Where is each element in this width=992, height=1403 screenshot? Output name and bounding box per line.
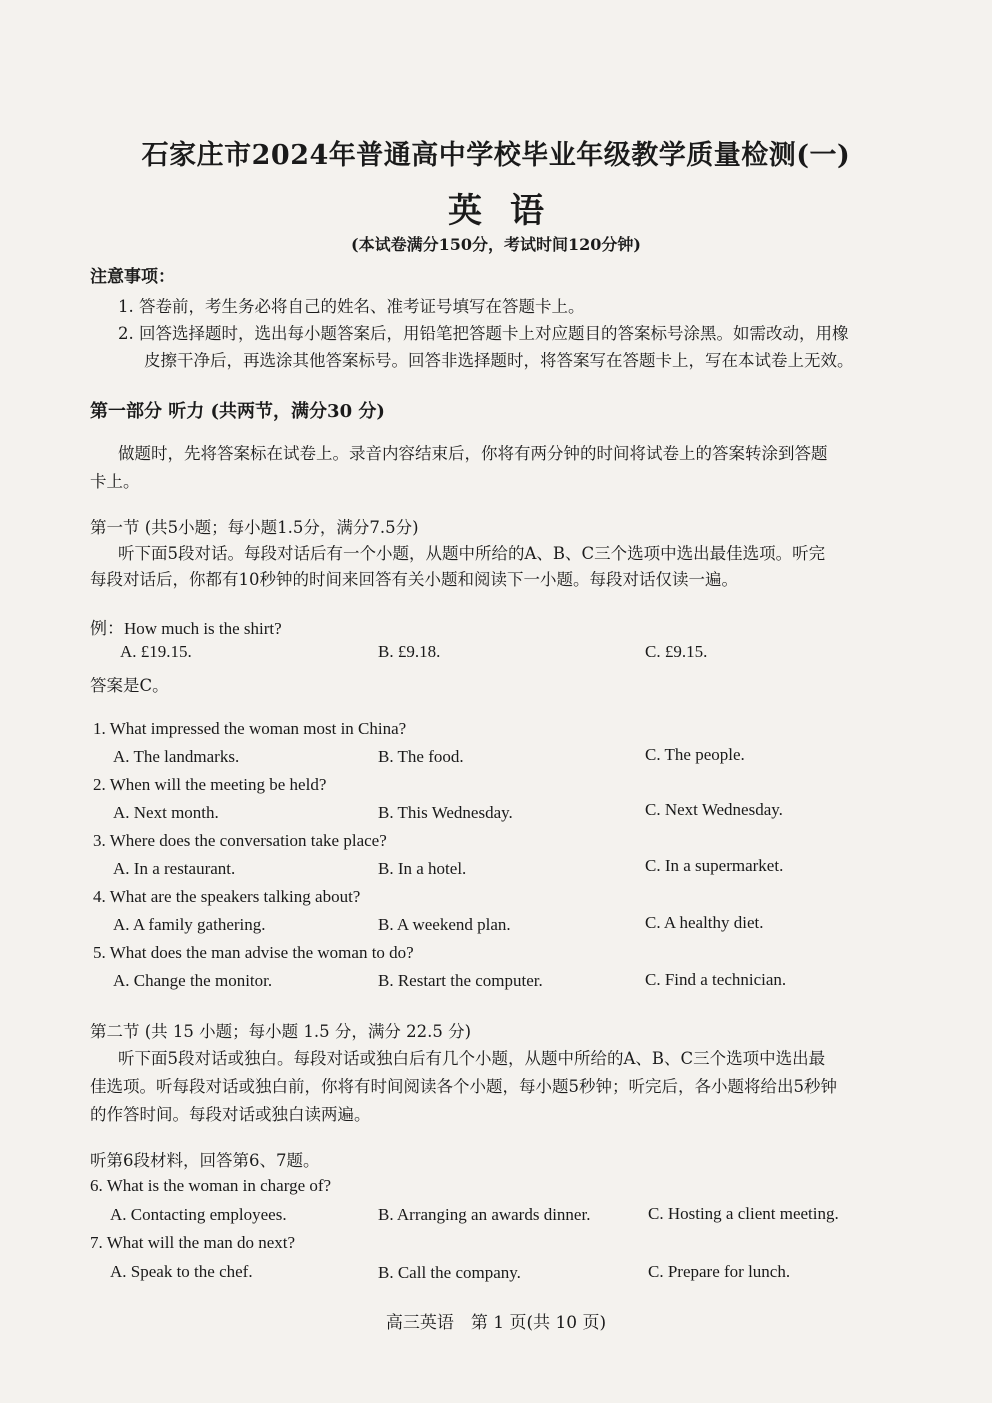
option-c: C. A healthy diet. (645, 913, 764, 932)
subject-title: 英语 (448, 191, 572, 231)
question-stem: 6. What is the woman in charge of? (90, 1176, 332, 1195)
example-question: 例：How much is the shirt? (90, 619, 282, 638)
question-stem: 3. Where does the conversation take place? (93, 831, 387, 850)
paragraph: 佳选项。听每段对话或独白前，你将有时间阅读各个小题，每小题5秒钟；听完后，各小题将给出5秒钟 (90, 1077, 837, 1096)
question-stem: 4. What are the speakers talking about? (93, 887, 361, 906)
example-answer: 答案是C。 (90, 676, 169, 695)
option-b: B. In a hotel. (378, 859, 467, 878)
instruction-item: 2. 回答选择题时，选出每小题答案后，用铅笔把答题卡上对应题目的答案标号涂黑。如需改动，用橡 (118, 324, 849, 343)
exam-title: 石家庄市2024年普通高中学校毕业年级教学质量检测(一) (141, 140, 851, 171)
option-a: A. In a restaurant. (113, 859, 236, 878)
option-a: A. Change the monitor. (113, 971, 273, 990)
example-option-c: C. £9.15. (645, 642, 708, 661)
question-stem: 2. When will the meeting be held? (93, 775, 327, 794)
option-a: A. The landmarks. (113, 747, 240, 766)
question-stem: 5. What does the man advise the woman to do? (93, 943, 414, 962)
option-a: A. Speak to the chef. (110, 1262, 253, 1281)
option-b: B. Arranging an awards dinner. (378, 1205, 591, 1224)
instruction-item: 皮擦干净后，再选涂其他答案标号。回答非选择题时，将答案写在答题卡上，写在本试卷上无效。 (144, 351, 854, 370)
option-b: B. The food. (378, 747, 464, 766)
paragraph: 做题时，先将答案标在试卷上。录音内容结束后，你将有两分钟的时间将试卷上的答案转涂到答题 (118, 444, 828, 463)
paragraph: 的作答时间。每段对话或独白读两遍。 (90, 1105, 371, 1124)
option-a: A. Contacting employees. (110, 1205, 287, 1224)
option-b: B. Restart the computer. (378, 971, 543, 990)
section-heading: 第二节 (共 15 小题；每小题 1.5 分，满分 22.5 分) (90, 1022, 472, 1041)
option-b: B. A weekend plan. (378, 915, 511, 934)
option-c: C. Next Wednesday. (645, 800, 783, 819)
instruction-item: 1. 答卷前，考生务必将自己的姓名、准考证号填写在答题卡上。 (118, 297, 585, 316)
exam-note: (本试卷满分150分，考试时间120分钟) (351, 235, 641, 254)
paragraph: 卡上。 (90, 472, 140, 491)
part-heading: 第一部分 听力 (共两节，满分30 分) (90, 401, 385, 422)
option-c: C. Prepare for lunch. (648, 1262, 791, 1281)
option-a: A. Next month. (113, 803, 219, 822)
paragraph: 听下面5段对话或独白。每段对话或独白后有几个小题，从题中所给的A、B、C三个选项中选出最 (118, 1049, 826, 1068)
question-stem: 7. What will the man do next? (90, 1233, 296, 1252)
option-b: B. Call the company. (378, 1263, 521, 1282)
option-a: A. A family gathering. (113, 915, 266, 934)
instructions-heading: 注意事项： (90, 267, 175, 287)
example-option-b: B. £9.18. (378, 642, 441, 661)
paragraph: 每段对话后，你都有10秒钟的时间来回答有关小题和阅读下一小题。每段对话仅读一遍。 (90, 570, 738, 589)
option-c: C. Find a technician. (645, 970, 787, 989)
material-heading: 听第6段材料，回答第6、7题。 (90, 1151, 320, 1170)
paragraph: 听下面5段对话。每段对话后有一个小题，从题中所给的A、B、C三个选项中选出最佳选项。听完 (118, 544, 826, 563)
option-c: C. The people. (645, 745, 745, 764)
question-stem: 1. What impressed the woman most in China? (93, 719, 407, 738)
example-option-a: A. £19.15. (120, 642, 192, 661)
section-heading: 第一节 (共5小题；每小题1.5分，满分7.5分) (90, 518, 419, 537)
option-c: C. In a supermarket. (645, 856, 784, 875)
option-b: B. This Wednesday. (378, 803, 513, 822)
page-footer: 高三英语 第 1 页(共 10 页) (385, 1313, 607, 1333)
option-c: C. Hosting a client meeting. (648, 1204, 839, 1223)
